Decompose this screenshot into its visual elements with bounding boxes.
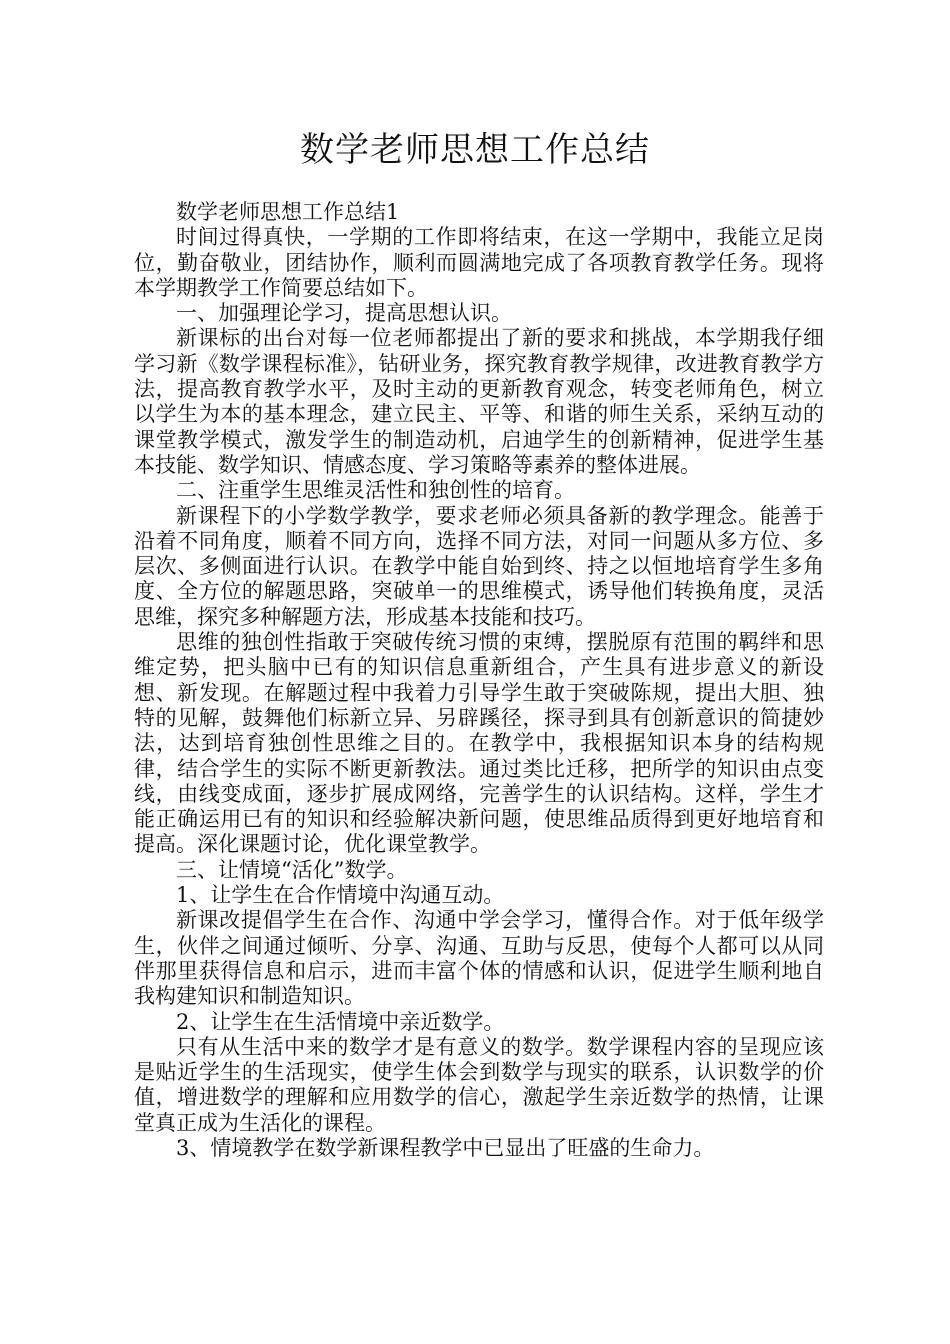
paragraph-intro: 时间过得真快，一学期的工作即将结束，在这一学期中，我能立足岗位，勤奋敬业，团结协作，顺利而圆满地完成了各项教育教学任务。现将本学期教学工作简要总结如下。 xyxy=(134,225,824,300)
paragraph: 新课程下的小学数学教学，要求老师必须具备新的教学理念。能善于沿着不同角度，顺着不同方向，选择不同方法，对同一问题从多方位、多层次、多侧面进行认识。在教学中能自始到终、持之以恒地培育学生多角度、全方位的解题思路，突破单一的思维模式，诱导他们转换角度，灵活思维，探究多种解题方法，形成基本技能和技巧。 xyxy=(134,503,824,629)
paragraph: 只有从生活中来的数学才是有意义的数学。数学课程内容的呈现应该是贴近学生的生活现实，使学生体会到数学与现实的联系，认识数学的价值，增进数学的理解和应用数学的信心，激起学生亲近数学的热情，让课堂真正成为生活化的课程。 xyxy=(134,1034,824,1135)
section-heading-3: 三、让情境“活化”数学。 xyxy=(176,857,408,882)
subsection-heading-2: 2、让学生在生活情境中亲近数学。 xyxy=(176,1009,505,1034)
section-heading-2: 二、注重学生思维灵活性和独创性的培育。 xyxy=(176,478,575,503)
paragraph-subtitle: 数学老师思想工作总结1 xyxy=(176,200,400,224)
subsection-heading-1: 1、让学生在合作情境中沟通互动。 xyxy=(176,883,505,908)
paragraph: 思维的独创性指敢于突破传统习惯的束缚，摆脱原有范围的羁绊和思维定势，把头脑中已有的知识信息重新组合，产生具有进步意义的新设想、新发现。在解题过程中我着力引导学生敢于突破陈规，提出大胆、独特的见解，鼓舞他们标新立异、另辟蹊径，探寻到具有创新意识的简捷妙法，达到培育独创性思维之目的。在教学中，我根据知识本身的结构规律，结合学生的实际不断更新教法。通过类比迁移，把所学的知识由点变线，由线变成面，逐步扩展成网络，完善学生的认识结构。这样，学生才能正确运用已有的知识和经验解决新问题，使思维品质得到更好地培育和提高。深化课题讨论，优化课堂教学。 xyxy=(134,630,824,857)
subsection-heading-3: 3、情境教学在数学新课程教学中已显出了旺盛的生命力。 xyxy=(176,1135,715,1160)
page-title: 数学老师思想工作总结 xyxy=(300,130,650,170)
document-body xyxy=(134,200,824,1161)
paragraph: 新课改提倡学生在合作、沟通中学会学习，懂得合作。对于低年级学生，伙伴之间通过倾听、分享、沟通、互助与反思，使每个人都可以从同伴那里获得信息和启示，进而丰富个体的情感和认识，促进学生顺利地自我构建知识和制造知识。 xyxy=(134,908,824,1009)
section-heading-1: 一、加强理论学习，提高思想认识。 xyxy=(176,301,512,326)
paragraph: 新课标的出台对每一位老师都提出了新的要求和挑战，本学期我仔细学习新《数学课程标准》，钻研业务，探究教育教学规律，改进教育教学方法，提高教育教学水平，及时主动的更新教育观念，转变老师角色，树立以学生为本的基本理念，建立民主、平等、和谐的师生关系，采纳互动的课堂教学模式，激发学生的制造动机，启迪学生的创新精神，促进学生基本技能、数学知识、情感态度、学习策略等素养的整体进展。 xyxy=(134,326,824,477)
